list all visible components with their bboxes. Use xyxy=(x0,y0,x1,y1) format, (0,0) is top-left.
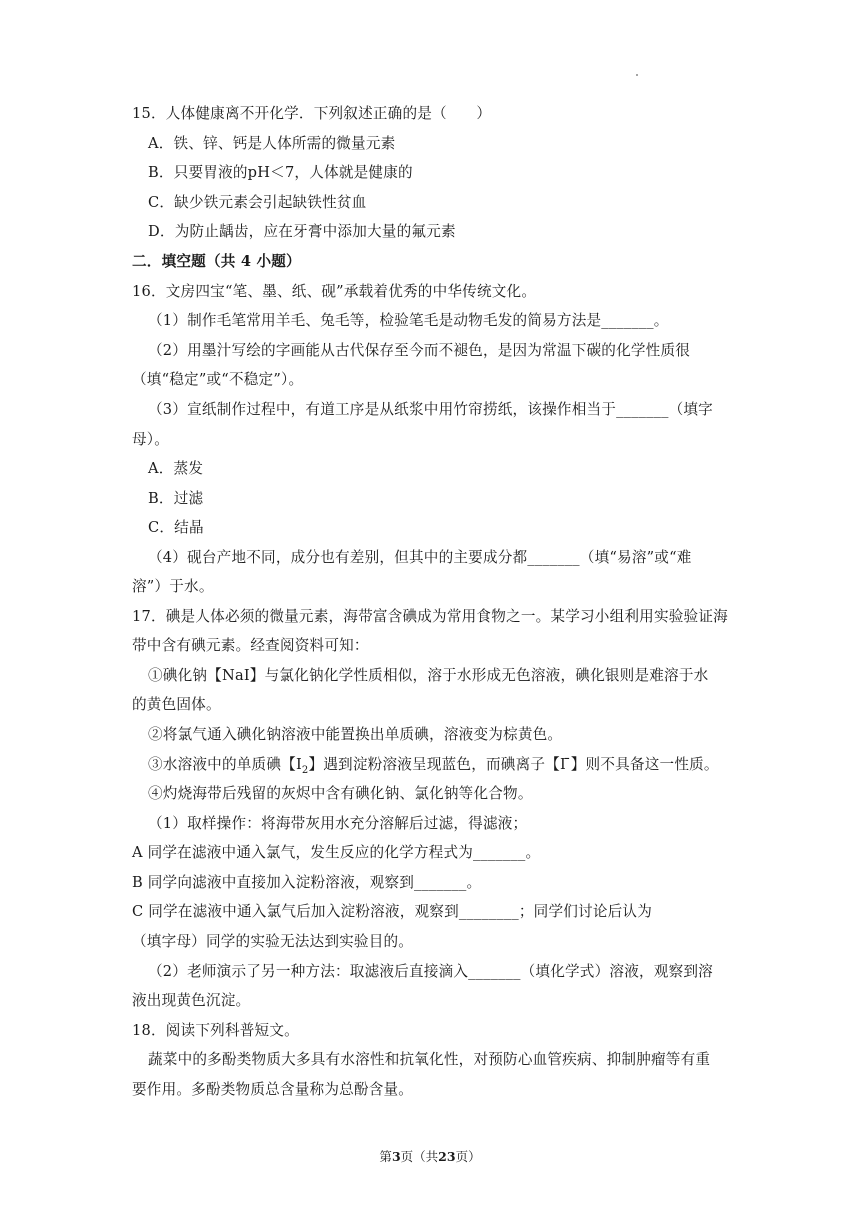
q17-info-3-pre: ③水溶液中的单质碘【I xyxy=(148,756,302,773)
q16-option-a: A．蒸发 xyxy=(148,460,204,477)
q17-student-c: C 同学在滤液中通入氯气后加入淀粉溶液，观察到________；同学们讨论后认为 xyxy=(132,903,652,920)
q15-option-d: D．为防止龋齿，应在牙膏中添加大量的氟元素 xyxy=(148,223,456,240)
q16-option-c: C．结晶 xyxy=(148,519,204,536)
q16-part-3-line-1: （3）宣纸制作过程中，有道工序是从纸浆中用竹帘捞纸，该操作相当于_______（填字 xyxy=(148,401,713,418)
q17-part-2-line-1: （2）老师演示了另一种方法：取滤液后直接滴入_______（填化学式）溶液，观察到溶 xyxy=(148,963,713,980)
q17-info-4: ④灼烧海带后残留的灰烬中含有碘化钠、氯化钠等化合物。 xyxy=(148,785,533,802)
q17-student-c-cont: （填字母）同学的实验无法达到实验目的。 xyxy=(132,933,414,950)
q16-part-2-line-2: （填“稳定”或“不稳定”）。 xyxy=(132,371,304,388)
total-page-number: 23 xyxy=(438,1149,456,1164)
page-footer xyxy=(0,1148,860,1166)
corner-dot xyxy=(636,74,638,76)
question-17-stem-line-1: 17．碘是人体必须的微量元素，海带富含碘成为常用食物之一。某学习小组利用实验验证海 xyxy=(132,608,728,625)
q16-part-4-line-1: （4）砚台产地不同，成分也有差别，但其中的主要成分都_______（填“易溶”或“难 xyxy=(148,549,692,566)
question-17-stem-line-2: 带中含有碘元素。经查阅资料可知： xyxy=(132,637,369,654)
footer-post: 页） xyxy=(455,1149,481,1164)
q15-option-a: A．铁、锌、钙是人体所需的微量元素 xyxy=(148,135,396,152)
section-heading: 二．填空题（共 4 小题） xyxy=(132,253,301,270)
q17-info-1-line-2: 的黄色固体。 xyxy=(132,696,221,713)
q16-part-4-line-2: 溶”）于水。 xyxy=(132,578,214,595)
q17-info-3-post: 】遇到淀粉溶液呈现蓝色，而碘离子【I ̄】则不具备这一性质。 xyxy=(308,756,719,773)
footer-mid: 页（共 xyxy=(400,1149,439,1164)
q15-option-b: B．只要胃液的pH＜7，人体就是健康的 xyxy=(148,164,413,181)
q15-option-c: C．缺少铁元素会引起缺铁性贫血 xyxy=(148,194,367,211)
q17-student-b: B 同学向滤液中直接加入淀粉溶液，观察到_______。 xyxy=(132,874,482,891)
q18-text-line-1: 蔬菜中的多酚类物质大多具有水溶性和抗氧化性，对预防心血管疾病、抑制肿瘤等有重 xyxy=(148,1051,711,1068)
footer-pre: 第 xyxy=(379,1149,392,1164)
q17-info-3 xyxy=(148,755,719,781)
q16-part-3-line-2: 母）。 xyxy=(132,431,170,448)
q17-part-1: （1）取样操作：将海带灰用水充分溶解后过滤，得滤液； xyxy=(148,815,528,832)
question-16-stem: 16．文房四宝“笔、墨、纸、砚”承载着优秀的中华传统文化。 xyxy=(132,283,537,300)
question-15-stem: 15．人体健康离不开化学．下列叙述正确的是（ ） xyxy=(132,105,492,122)
q17-student-a: A 同学在滤液中通入氯气，发生反应的化学方程式为_______。 xyxy=(132,844,541,861)
q17-info-2: ②将氯气通入碘化钠溶液中能置换出单质碘，溶液变为棕黄色。 xyxy=(148,726,563,743)
question-18-stem: 18．阅读下列科普短文。 xyxy=(132,1022,299,1039)
q17-info-3-subscript: 2 xyxy=(301,764,309,776)
q16-option-b: B．过滤 xyxy=(148,490,204,507)
q18-text-line-2: 要作用。多酚类物质总含量称为总酚含量。 xyxy=(132,1081,414,1098)
q16-part-2-line-1: （2）用墨汁写绘的字画能从古代保存至今而不褪色，是因为常温下碳的化学性质很 xyxy=(148,342,691,359)
current-page-number: 3 xyxy=(391,1149,401,1164)
q16-part-1: （1）制作毛笔常用羊毛、兔毛等，检验笔毛是动物毛发的简易方法是_______。 xyxy=(148,312,669,329)
q17-part-2-line-2: 液出现黄色沉淀。 xyxy=(132,992,251,1009)
q17-info-1-line-1: ①碘化钠【NaI】与氯化钠化学性质相似，溶于水形成无色溶液，碘化银则是难溶于水 xyxy=(148,667,709,684)
